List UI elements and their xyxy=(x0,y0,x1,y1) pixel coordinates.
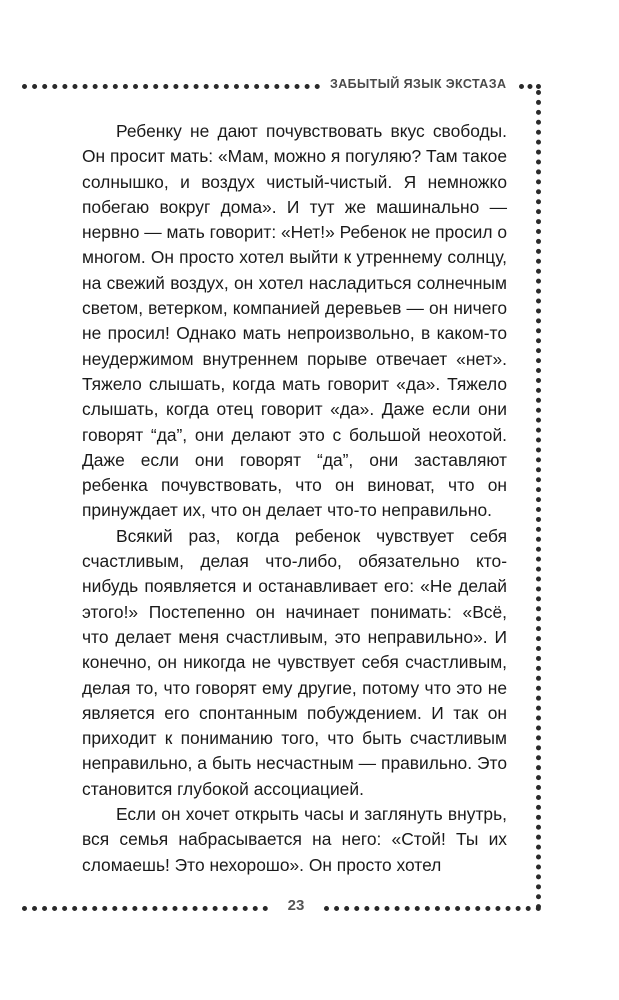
paragraph-3: Если он хочет открыть часы и заглянуть внутрь, вся семья набрасывается на него: «Стой! Ты их сломаешь! Это нехорошо». Он просто хотел xyxy=(82,804,507,875)
page-number: 23 xyxy=(287,897,305,914)
running-head: ЗАБЫТЫЙ ЯЗЫК ЭКСТАЗА xyxy=(330,77,507,91)
body-text xyxy=(82,119,507,878)
footer-dotted-rule-right xyxy=(324,906,541,911)
header-dotted-rule-left xyxy=(22,84,320,89)
paragraph-2: Всякий раз, когда ребенок чувствует себя счастливым, делая что-либо, обязательно кто-нибудь появляется и останавливает его: «Не делай этого!» Постепенно он начинает понимать: «Всё, что делает меня счастливым, это неправильно». И конечно, он никогда не чувствует себя счастливым, делая то, что говорят ему другие, потому что это не является его спонтанным побуждением. И так он приходит к пониманию того, что быть счастливым неправильно, а быть несчастным — правильно. Это становится глубокой ассоциацией. xyxy=(82,525,507,799)
right-dotted-rule xyxy=(536,90,541,910)
paragraph-1: Ребенку не дают почувствовать вкус свободы. Он просит мать: «Мам, можно я погуляю? Там такое солнышко, и воздух чистый-чистый. Я немножко побегаю вокруг дома». И тут же машинально — нервно — мать говорит: «Нет!» Ребенок не просил о многом. Он просто хотел выйти к утреннему солнцу, на свежий воздух, он хотел насладиться солнечным светом, ветерком, компанией деревьев — он ничего не просил! Однако мать непроизвольно, в каком-то неудержимом внутреннем порыве отвечает «нет». Тяжело слышать, когда мать говорит «да». Тяжело слышать, когда отец говорит «да». Даже если они говорят “да”, они делают это с большой неохотой. Даже если они говорят “да”, они заставляют ребенка почувствовать, что он виноват, что он принуждает их, что он делает что-то неправильно. xyxy=(82,121,507,521)
footer-dotted-rule-left xyxy=(22,906,268,911)
header-dotted-rule-right xyxy=(519,84,541,89)
